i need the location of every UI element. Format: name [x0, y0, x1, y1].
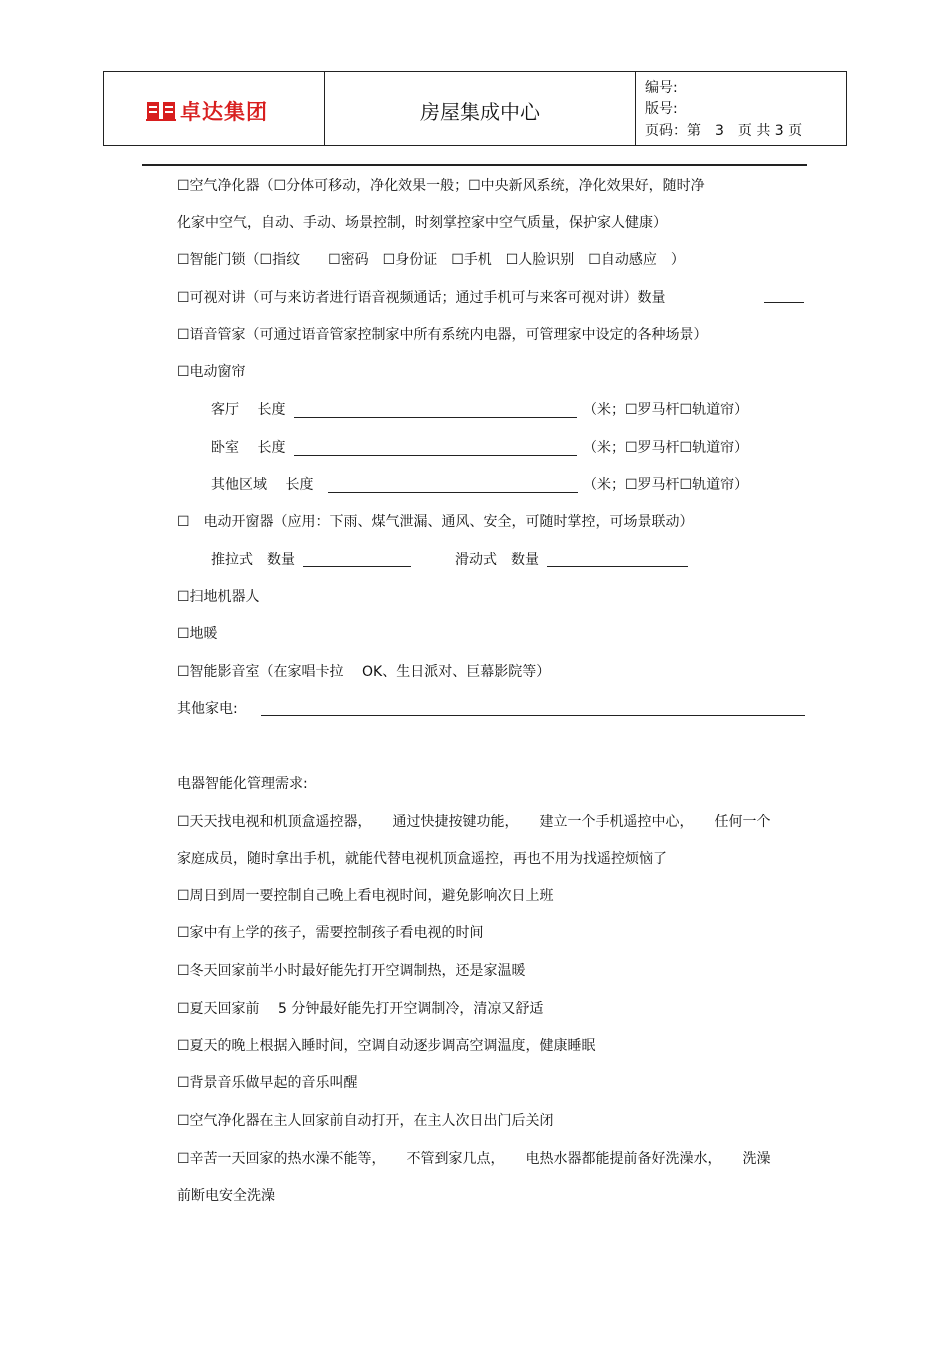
- logo-cell: [104, 72, 325, 145]
- option-air-purifier-cont: 化家中空气，自动、手动、场景控制，时刻掌控家中空气质量，保护家人健康）: [177, 215, 667, 231]
- need-summer-cooling[interactable]: ☐夏天回家前 5 分钟最好能先打开空调制冷，清凉又舒适: [177, 1001, 544, 1017]
- document-header: [103, 71, 847, 146]
- curtain-bedroom-label: 卧室 长度: [211, 440, 286, 456]
- need-tv-time-kids[interactable]: ☐家中有上学的孩子，需要控制孩子看电视的时间: [177, 925, 484, 941]
- meta-version: 版号:: [645, 101, 678, 117]
- option-window-opener[interactable]: ☐ 电动开窗器（应用：下雨、煤气泄漏、通风、安全，可随时掌控，可场景联动）: [177, 514, 694, 530]
- header-title: 房屋集成中心: [420, 100, 540, 124]
- option-floor-heating[interactable]: ☐地暖: [177, 626, 218, 642]
- section-title: 电器智能化管理需求:: [177, 776, 308, 792]
- need-hot-water[interactable]: ☐辛苦一天回家的热水澡不能等， 不管到家几点， 电热水器都能提前备好洗澡水， 洗澡: [177, 1151, 771, 1167]
- need-remote-control[interactable]: ☐天天找电视和机顶盒遥控器， 通过快捷按键功能， 建立一个手机遥控中心， 任何一个: [177, 814, 771, 830]
- other-appliances-field[interactable]: [261, 715, 805, 716]
- need-sleep-ac[interactable]: ☐夏天的晚上根据入睡时间，空调自动逐步调高空调温度，健康睡眠: [177, 1038, 596, 1054]
- option-home-theater[interactable]: ☐智能影音室（在家唱卡拉 OK、生日派对、巨幕影院等）: [177, 664, 551, 680]
- header-rule: [142, 164, 807, 166]
- push-pull-quantity-label: 推拉式 数量: [211, 552, 295, 568]
- curtain-other-options[interactable]: （米；☐罗马杆☐轨道帘）: [583, 477, 749, 493]
- sliding-quantity-label: 滑动式 数量: [455, 552, 539, 568]
- curtain-other-length-field[interactable]: [328, 492, 578, 493]
- option-voice-butler[interactable]: ☐语音管家（可通过语音管家控制家中所有系统内电器，可管理家中设定的各种场景）: [177, 327, 708, 343]
- option-robot-vacuum[interactable]: ☐扫地机器人: [177, 589, 260, 605]
- meta-code: 编号:: [645, 80, 678, 96]
- book-icon: [146, 99, 176, 123]
- sliding-quantity-field[interactable]: [547, 566, 688, 567]
- option-air-purifier[interactable]: ☐空气净化器（☐分体可移动，净化效果一般；☐中央新风系统，净化效果好，随时净: [177, 178, 705, 194]
- push-pull-quantity-field[interactable]: [303, 566, 411, 567]
- meta-page: 页码：第 3 页 共 3 页: [645, 123, 803, 139]
- meta-cell: [636, 72, 846, 145]
- option-electric-curtain[interactable]: ☐电动窗帘: [177, 364, 246, 380]
- need-auto-purifier[interactable]: ☐空气净化器在主人回家前自动打开，在主人次日出门后关闭: [177, 1113, 554, 1129]
- need-tv-time-self[interactable]: ☐周日到周一要控制自己晚上看电视时间，避免影响次日上班: [177, 888, 554, 904]
- other-appliances-label: 其他家电:: [177, 701, 238, 717]
- curtain-bedroom-options[interactable]: （米；☐罗马杆☐轨道帘）: [583, 440, 749, 456]
- option-video-intercom[interactable]: ☐可视对讲（可与来访者进行语音视频通话；通过手机可与来客可视对讲）数量: [177, 290, 666, 306]
- curtain-living-length-field[interactable]: [294, 417, 577, 418]
- need-remote-control-cont: 家庭成员，随时拿出手机，就能代替电视机顶盒遥控，再也不用为找遥控烦恼了: [177, 851, 667, 867]
- intercom-quantity-field[interactable]: [764, 302, 804, 303]
- curtain-living-label: 客厅 长度: [211, 402, 286, 418]
- need-music-alarm[interactable]: ☐背景音乐做早起的音乐叫醒: [177, 1075, 358, 1091]
- need-winter-heating[interactable]: ☐冬天回家前半小时最好能先打开空调制热，还是家温暖: [177, 963, 526, 979]
- curtain-other-label: 其他区域 长度: [211, 477, 314, 493]
- option-smart-lock[interactable]: ☐智能门锁（☐指纹 ☐密码 ☐身份证 ☐手机 ☐人脸识别 ☐自动感应 ）: [177, 252, 685, 268]
- need-hot-water-cont: 前断电安全洗澡: [177, 1188, 275, 1204]
- curtain-bedroom-length-field[interactable]: [294, 455, 577, 456]
- title-cell: [325, 72, 636, 145]
- curtain-living-options[interactable]: （米；☐罗马杆☐轨道帘）: [583, 402, 749, 418]
- company-logo: [146, 96, 268, 126]
- logo-text: 卓达集团: [180, 99, 268, 124]
